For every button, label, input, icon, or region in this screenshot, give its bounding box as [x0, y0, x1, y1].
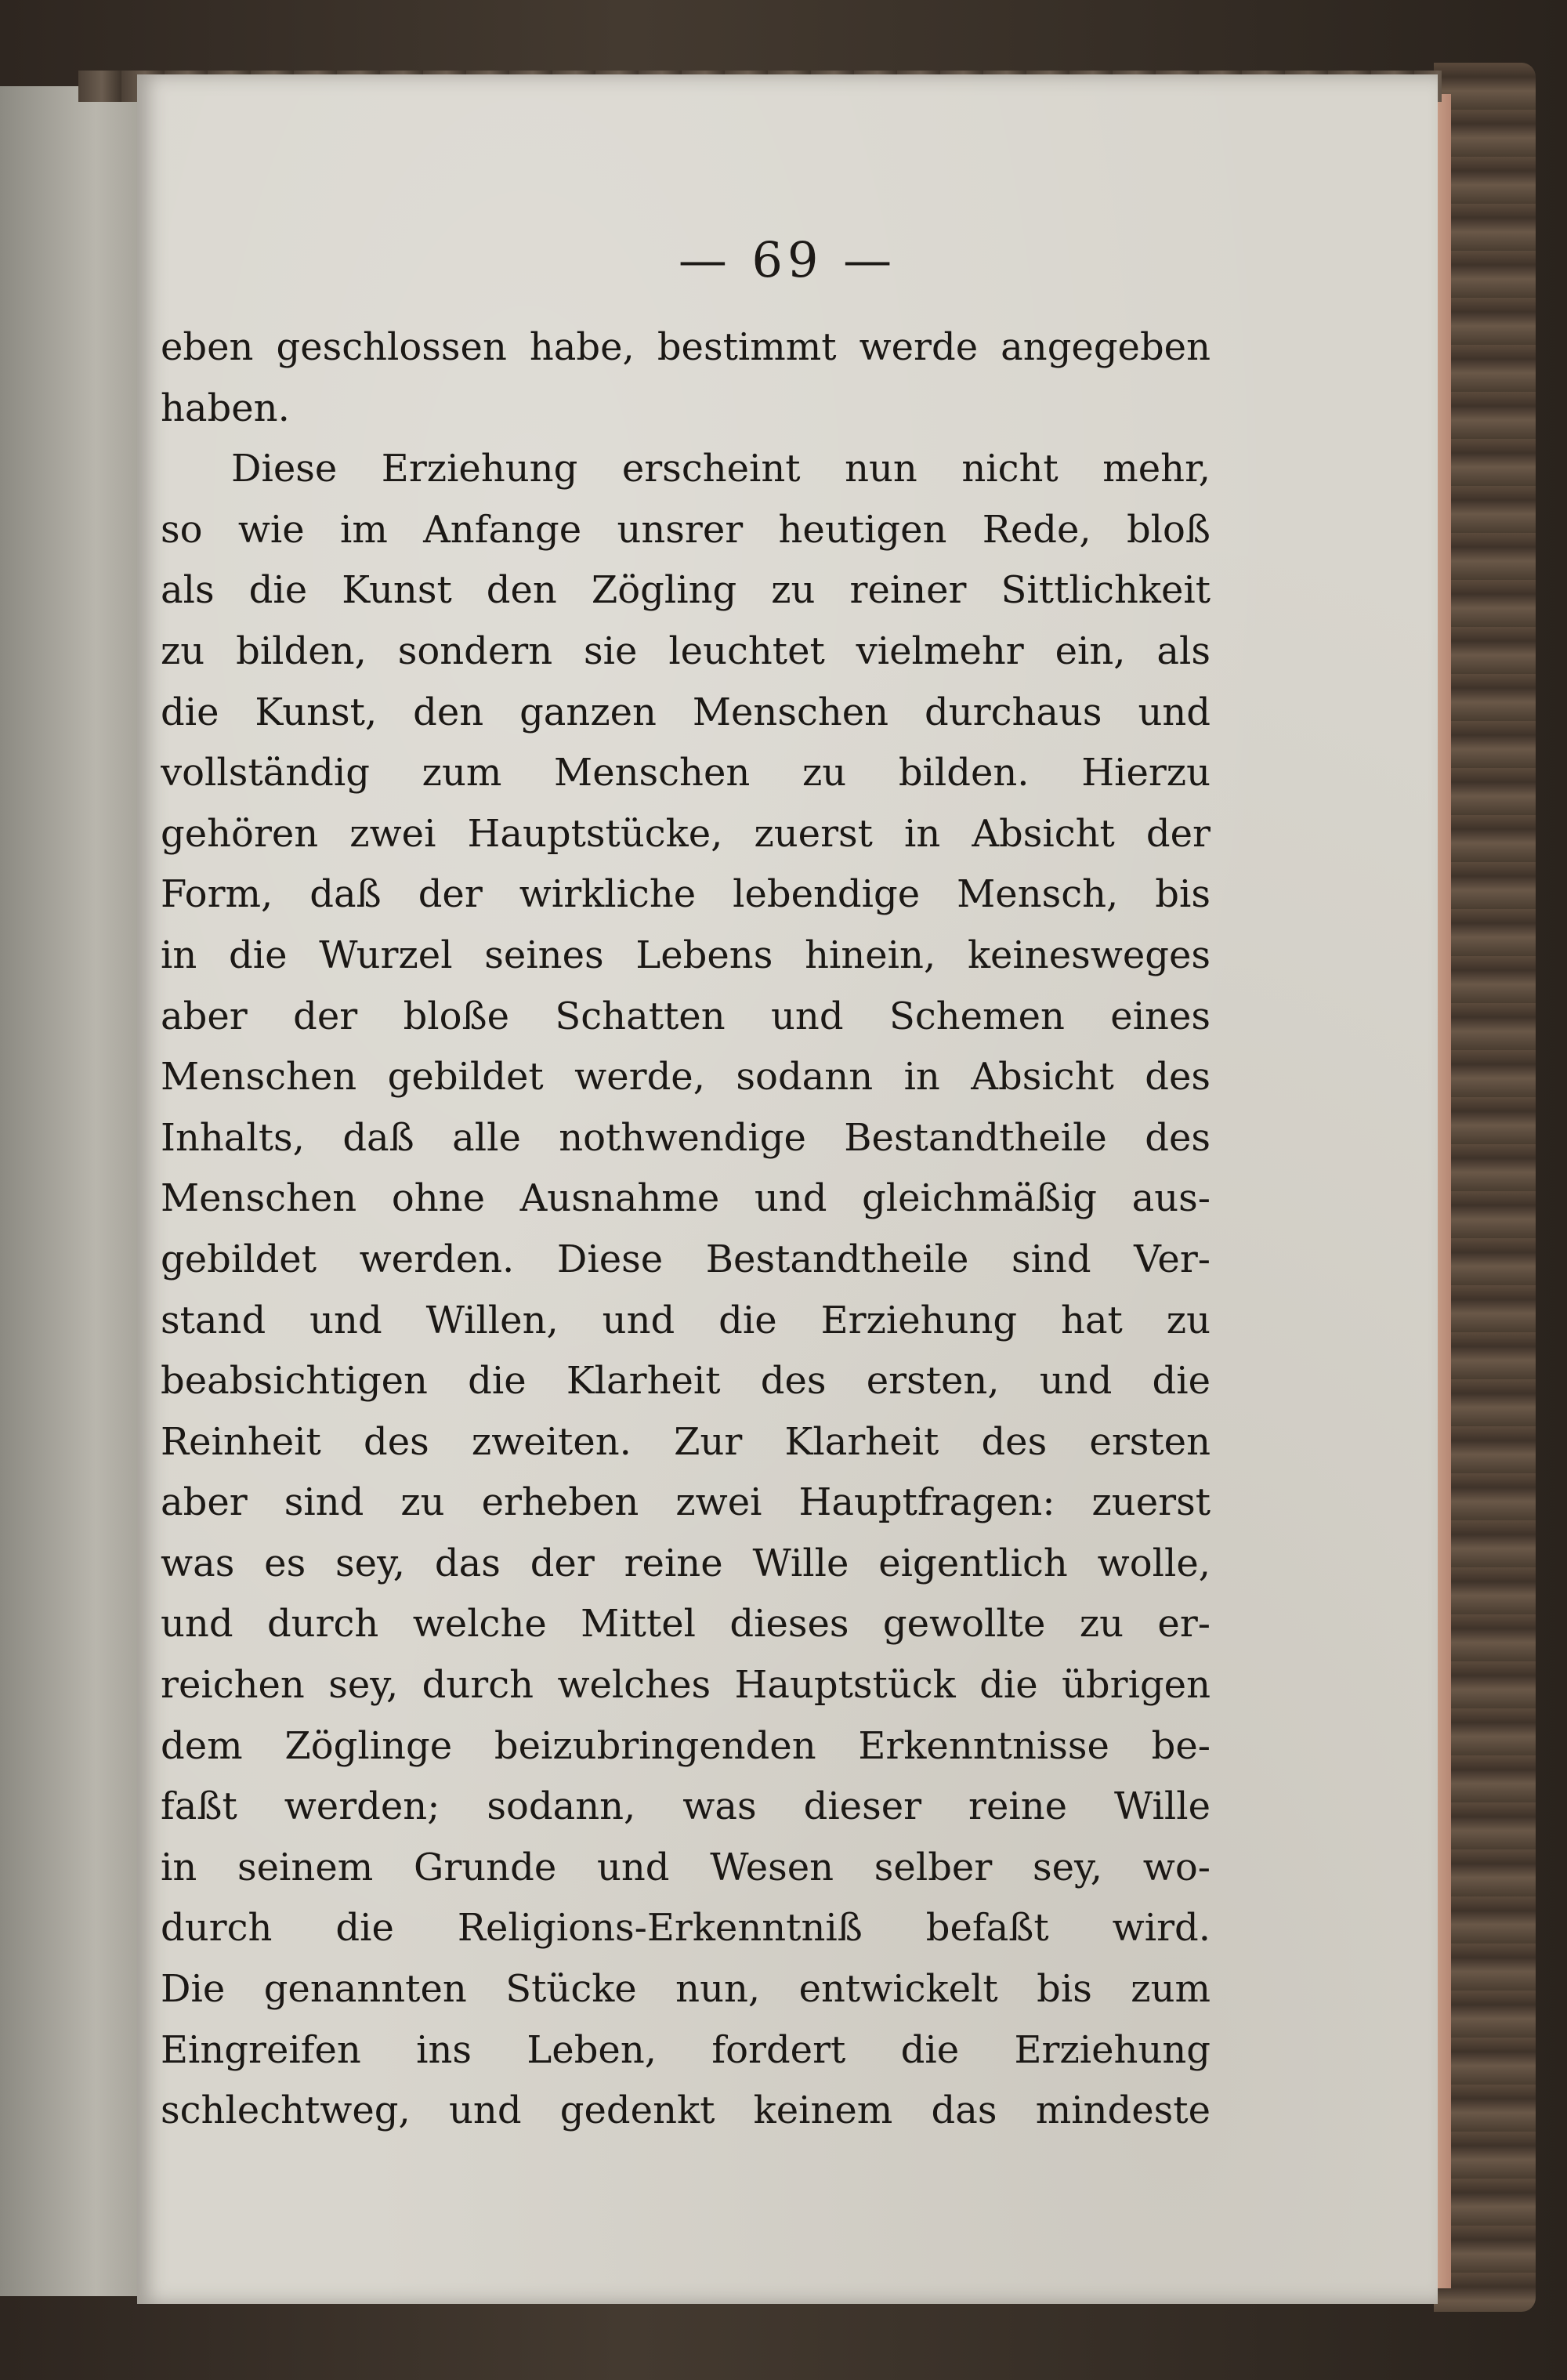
text-line: eben geschlossen habe, bestimmt werde angegeben	[161, 325, 1211, 369]
body-text	[161, 317, 1211, 2142]
book-page	[137, 74, 1438, 2304]
facing-page-edge	[0, 86, 137, 2296]
text-line: durch die Religions-Erkenntniß befaßt wird.	[161, 1906, 1211, 1951]
text-line: gebildet werden. Diese Bestandtheile sind Ver-	[161, 1237, 1211, 1281]
text-line: beabsichtigen die Klarheit des ersten, und die	[161, 1359, 1211, 1404]
text-line: Reinheit des zweiten. Zur Klarheit des ersten	[161, 1419, 1211, 1464]
text-line: und durch welche Mittel dieses gewollte zu er-	[161, 1602, 1211, 1646]
text-line: als die Kunst den Zögling zu reiner Sittlichkeit	[161, 568, 1211, 613]
text-line: Diese Erziehung erscheint nun nicht mehr,	[231, 447, 1211, 491]
text-line: dem Zöglinge beizubringenden Erkenntnisse be-	[161, 1723, 1211, 1768]
text-line: Die genannten Stücke nun, entwickelt bis zum	[161, 1967, 1211, 2012]
text-line: schlechtweg, und gedenkt keinem das mindeste	[161, 2088, 1211, 2133]
text-line: in seinem Grunde und Wesen selber sey, wo-	[161, 1845, 1211, 1889]
text-line: zu bilden, sondern sie leuchtet vielmehr ein, als	[161, 629, 1211, 673]
text-line: faßt werden; sodann, was dieser reine Wille	[161, 1784, 1211, 1829]
text-line: Eingreifen ins Leben, fordert die Erziehung	[161, 2027, 1211, 2072]
text-line: so wie im Anfange unsrer heutigen Rede, bloß	[161, 507, 1211, 552]
text-line: reichen sey, durch welches Hauptstück die übrigen	[161, 1663, 1211, 1708]
text-line: Inhalts, daß alle nothwendige Bestandtheile des	[161, 1115, 1211, 1160]
text-line: Menschen ohne Ausnahme und gleichmäßig aus-	[161, 1176, 1211, 1221]
text-line: haben.	[161, 386, 290, 430]
text-line: aber sind zu erheben zwei Hauptfragen: zuerst	[161, 1480, 1211, 1525]
text-line: stand und Willen, und die Erziehung hat zu	[161, 1298, 1211, 1342]
text-line: Menschen gebildet werde, sodann in Absicht des	[161, 1055, 1211, 1099]
text-line: vollständig zum Menschen zu bilden. Hierzu	[161, 751, 1211, 795]
page-number-header: — 69 —	[678, 231, 897, 288]
text-line: die Kunst, den ganzen Menschen durchaus und	[161, 690, 1211, 734]
text-line: in die Wurzel seines Lebens hinein, keinesweges	[161, 933, 1211, 977]
text-line: aber der bloße Schatten und Schemen eines	[161, 994, 1211, 1038]
text-line: gehören zwei Hauptstücke, zuerst in Absicht der	[161, 811, 1211, 856]
text-line: was es sey, das der reine Wille eigentlich wolle,	[161, 1541, 1211, 1585]
text-line: Form, daß der wirkliche lebendige Mensch, bis	[161, 872, 1211, 917]
